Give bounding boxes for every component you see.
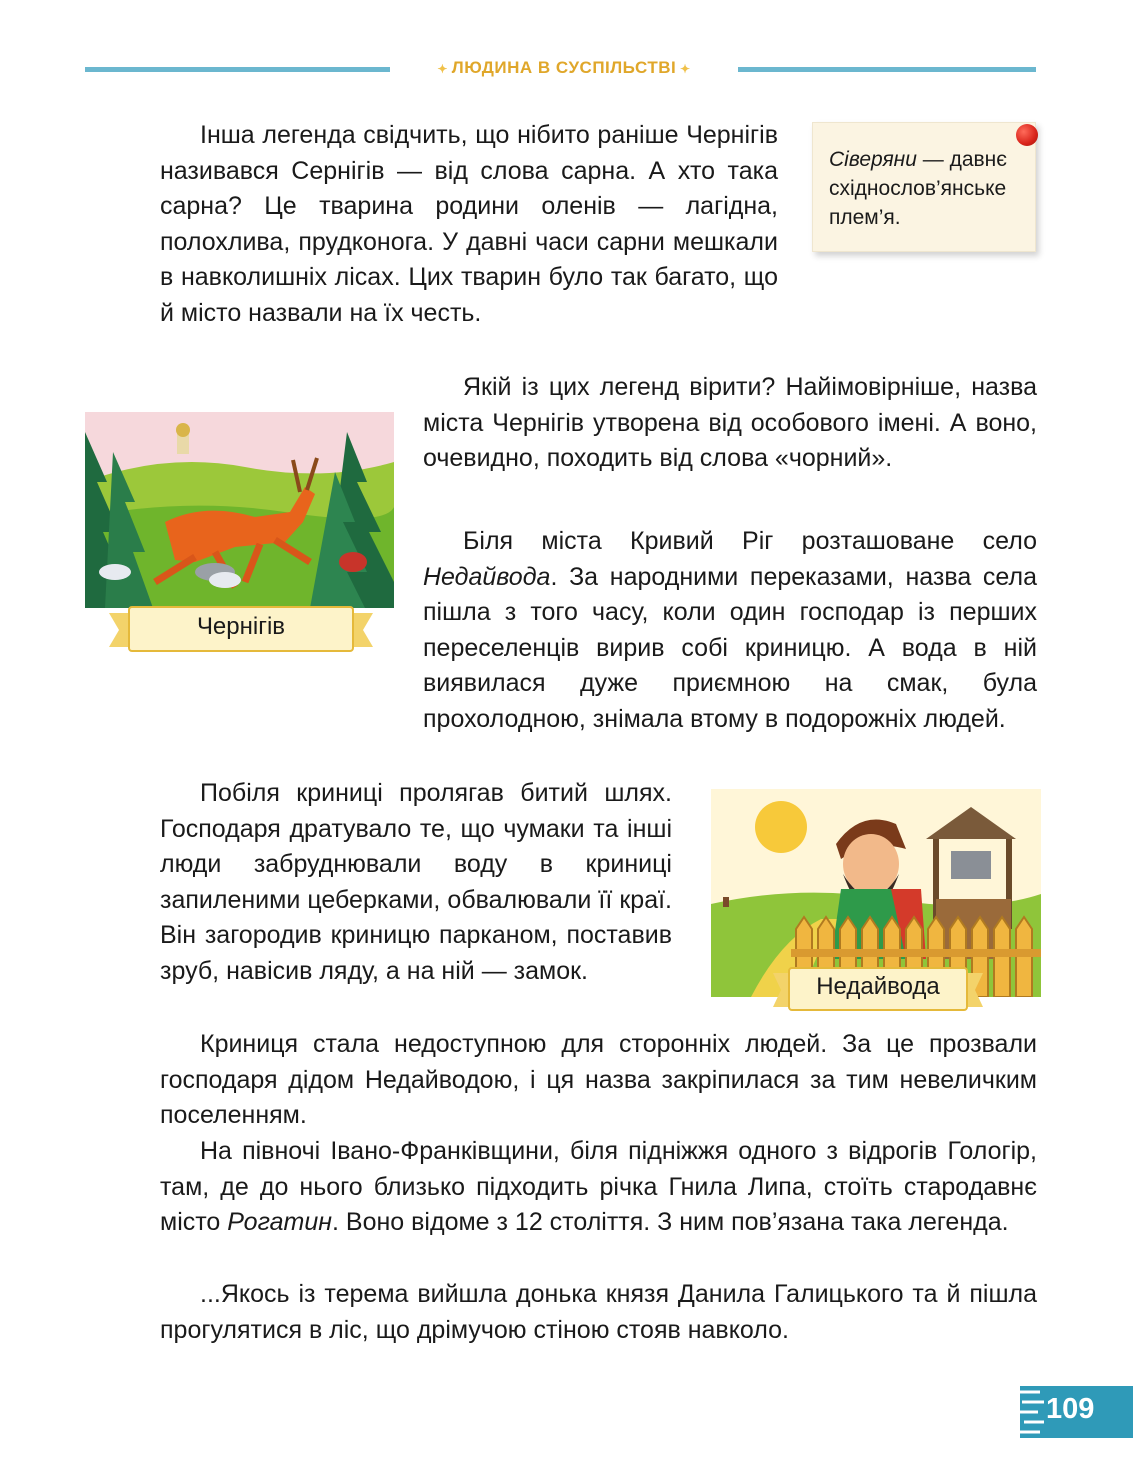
paragraph-3-part-b: . За народними переказами, назва села пішла з того часу, коли один господар із перших переселенців вирив собі криницю. А вода в ній виявилася дуже приємною на смак, була прохолодною, знімала втому в подорожніх людей.	[423, 562, 1037, 733]
chernihiv-caption: Чернігів	[196, 613, 286, 640]
nedaivoda-caption-ribbon	[773, 967, 983, 1011]
ornament-left-icon: ✦	[437, 62, 452, 76]
paragraph-6-part-a: На півночі Івано-Франківщини, біля підніжжя одного з відрогів Гологір, там, де до нього близько підходить річка Гнила Липа, стоїть стародавнє місто	[160, 1137, 1037, 1236]
paragraph-2	[423, 370, 1037, 477]
paragraph-2-text: Якій із цих легенд вірити? Найімовірніше, назва міста Чернігів утворена від особового імені. А воно, очевидно, походить від слова «чорний».	[423, 373, 1037, 472]
header-rule-left	[85, 67, 390, 72]
town-name: Рогатин	[227, 1208, 333, 1236]
paragraph-5	[160, 1027, 1037, 1134]
glossary-note	[812, 122, 1036, 252]
glossary-term: Сіверяни	[829, 148, 917, 171]
deer-scene-image	[85, 412, 394, 608]
glossary-definition: — давнє східнослов’янське плем’я.	[829, 148, 1007, 229]
section-title: ЛЮДИНА В СУСПІЛЬСТВІ	[451, 58, 677, 77]
chernihiv-caption-ribbon	[109, 605, 373, 649]
tab-edge-icon	[1018, 1386, 1048, 1438]
ornament-right-icon: ✦	[676, 62, 691, 76]
paragraph-5-text: Криниця стала недоступною для сторонніх людей. За це прозвали господаря дідом Недайводою, і ця назва закріпилася за тим невеличким поселенням.	[160, 1030, 1037, 1129]
paragraph-1-text: Інша легенда свідчить, що нібито раніше Чернігів називався Сернігів — від слова сарна. А хто така сарна? Це тварина родини оленів — лагідна, полохлива, прудконога. У давні часи сарни мешкали в навколишніх лісах. Цих тварин було так багато, що й місто назвали на їх честь.	[160, 121, 778, 327]
paragraph-7-text: ...Якось із терема вийшла донька князя Данила Галицького та й пішла прогулятися в ліс, що дрімучою стіною стояв навколо.	[160, 1280, 1037, 1344]
paragraph-1	[160, 118, 778, 331]
well-scene-image	[711, 789, 1041, 997]
paragraph-3-part-a: Біля міста Кривий Ріг розташоване село	[463, 527, 1037, 555]
paragraph-3	[423, 524, 1037, 737]
paragraph-6	[160, 1134, 1037, 1241]
pin-icon	[1016, 124, 1038, 146]
nedaivoda-illustration	[711, 789, 1041, 997]
nedaivoda-caption: Недайвода	[816, 973, 940, 1000]
page-number: 109	[1046, 1393, 1095, 1425]
paragraph-6-part-b: . Воно відоме з 12 століття. З ним пов’язана така легенда.	[332, 1208, 1009, 1236]
chernihiv-illustration	[85, 412, 394, 608]
section-header	[390, 58, 738, 78]
paragraph-4	[160, 776, 672, 989]
paragraph-6-text	[160, 1134, 1037, 1241]
header-rule-right	[738, 67, 1036, 72]
paragraph-4-text: Побіля криниці пролягав битий шлях. Господаря дратувало те, що чумаки та інші люди забруднювали воду в криниці запиленими цеберками, обвалювали її краї. Він загородив криницю парканом, поставив зруб, навісив ляду, а на ній — замок.	[160, 779, 672, 985]
paragraph-3-text	[423, 524, 1037, 737]
village-name: Недайвода	[423, 562, 551, 591]
glossary-note-text	[829, 145, 1025, 232]
paragraph-7	[160, 1277, 1037, 1348]
